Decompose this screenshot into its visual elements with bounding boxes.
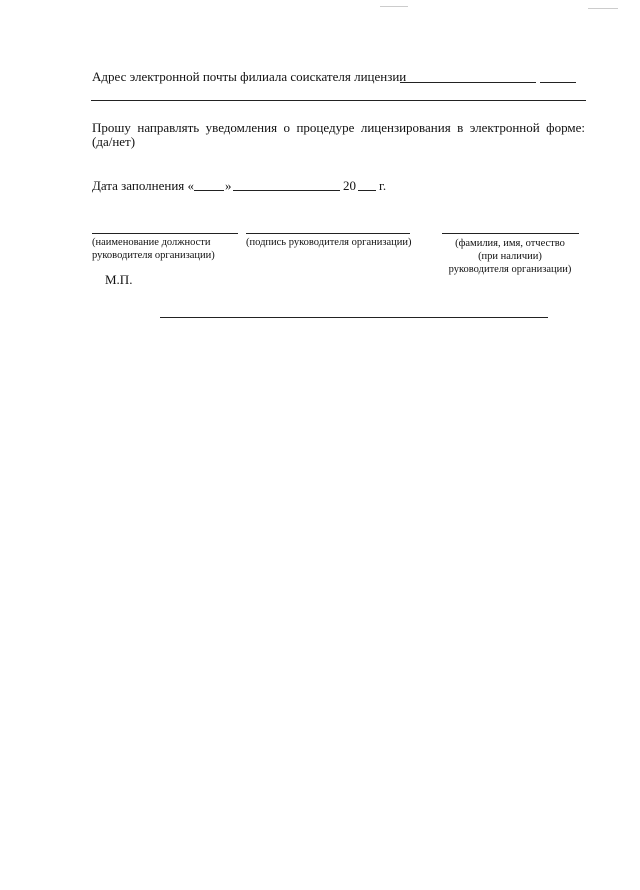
signature-field-line[interactable] — [246, 233, 410, 234]
notify-request-text: Прошу направлять уведомления о процедуре лицензирования в электронной форме: — [92, 120, 585, 135]
full-name-caption-3: руководителя организации) — [448, 264, 572, 275]
date-month-field[interactable] — [233, 190, 340, 191]
email-field-line[interactable] — [400, 82, 536, 83]
scan-mark — [380, 6, 408, 7]
scan-mark — [588, 8, 618, 9]
notify-answer-hint: (да/нет) — [92, 134, 136, 149]
position-caption-1: (наименование должности — [92, 237, 211, 248]
date-day-field[interactable] — [194, 190, 224, 191]
full-name-caption-2: (при наличии) — [478, 251, 542, 262]
date-label: Дата заполнения « — [92, 178, 195, 193]
email-continuation-line[interactable] — [91, 100, 586, 101]
position-caption-2: руководителя организации) — [92, 250, 215, 261]
closing-line — [160, 317, 548, 318]
full-name-field-line[interactable] — [442, 233, 579, 234]
position-field-line[interactable] — [92, 233, 238, 234]
stamp-place-label: М.П. — [105, 272, 133, 287]
date-year-suffix: г. — [379, 178, 387, 193]
email-field-line[interactable] — [540, 82, 576, 83]
date-quote-close: » — [225, 178, 232, 193]
date-year-prefix: 20 — [343, 178, 356, 193]
date-year-field[interactable] — [358, 190, 376, 191]
signature-caption: (подпись руководителя организации) — [246, 237, 412, 248]
full-name-caption-1: (фамилия, имя, отчество — [455, 238, 565, 249]
email-label: Адрес электронной почты филиала соискателя лицензии — [92, 69, 407, 84]
